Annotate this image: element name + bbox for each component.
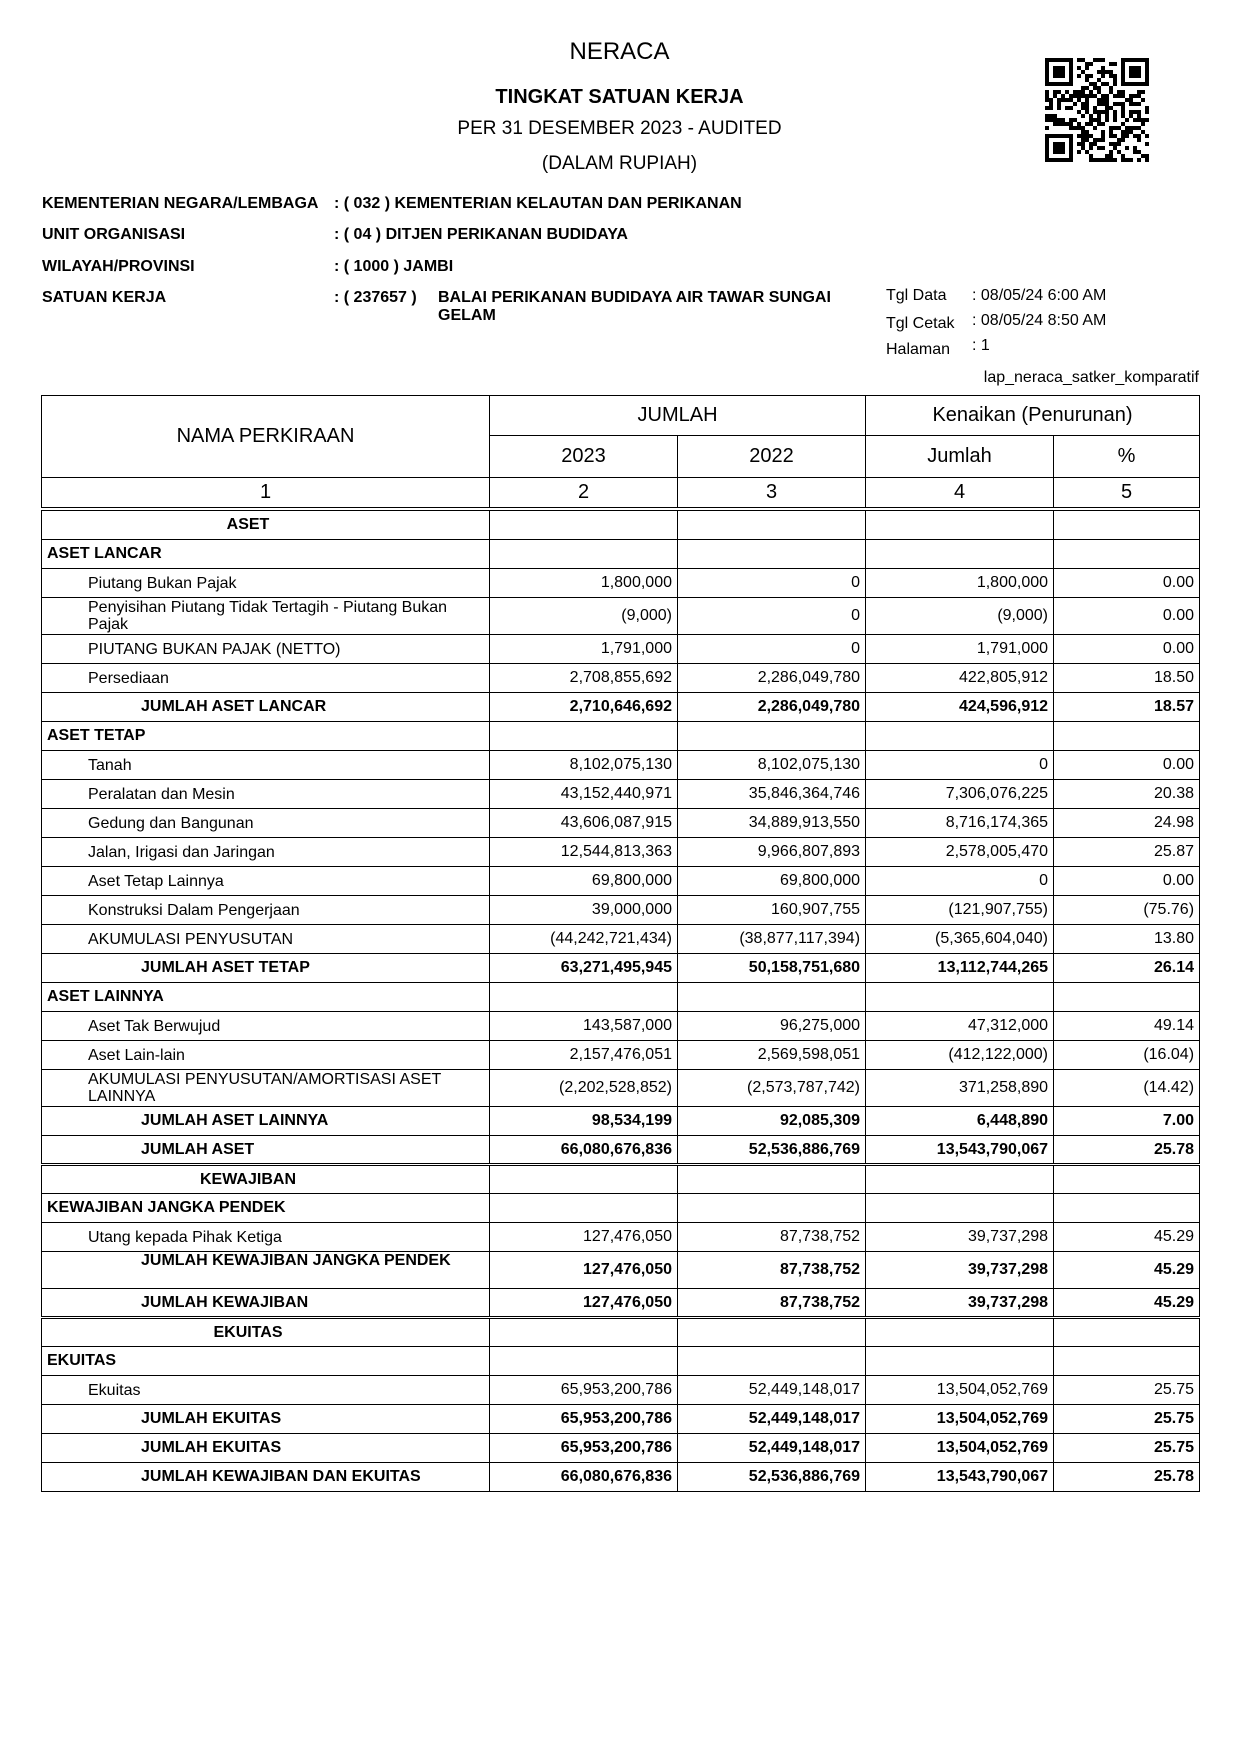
col-header-2023: 2023 (490, 436, 678, 478)
satuan-kerja-label: SATUAN KERJA (42, 289, 167, 306)
account-name: Aset Tetap Lainnya (42, 867, 490, 896)
total-row (42, 1405, 1200, 1434)
value-v2023: 66,080,676,836 (490, 1136, 678, 1165)
account-name: JUMLAH ASET LANCAR (42, 693, 490, 722)
group-label: KEWAJIBAN JANGKA PENDEK (42, 1194, 490, 1223)
value-v2023: 2,708,855,692 (490, 664, 678, 693)
account-name: JUMLAH ASET LAINNYA (42, 1107, 490, 1136)
empty-cell (678, 722, 866, 751)
value-jumlah: 0 (866, 751, 1054, 780)
qr-code-icon (1045, 58, 1149, 162)
table-row (42, 809, 1200, 838)
empty-cell (866, 540, 1054, 569)
value-jumlah: (5,365,604,040) (866, 925, 1054, 954)
empty-cell (866, 511, 1054, 540)
value-pct: (75.76) (1054, 896, 1200, 925)
value-v2023: 69,800,000 (490, 867, 678, 896)
value-pct: 13.80 (1054, 925, 1200, 954)
value-v2022: 8,102,075,130 (678, 751, 866, 780)
empty-cell (1054, 1165, 1200, 1194)
account-name: PIUTANG BUKAN PAJAK (NETTO) (42, 635, 490, 664)
value-v2023: (2,202,528,852) (490, 1070, 678, 1107)
section-label: KEWAJIBAN (42, 1165, 490, 1194)
value-v2023: 2,710,646,692 (490, 693, 678, 722)
value-v2022: 2,569,598,051 (678, 1041, 866, 1070)
col-index: 3 (678, 478, 866, 508)
empty-cell (678, 1165, 866, 1194)
value-pct: 49.14 (1054, 1012, 1200, 1041)
value-jumlah: (9,000) (866, 598, 1054, 635)
wilayah-value: : ( 1000 ) JAMBI (334, 258, 454, 275)
empty-cell (490, 1194, 678, 1223)
value-v2022: 34,889,913,550 (678, 809, 866, 838)
report-period: PER 31 DESEMBER 2023 - AUDITED (457, 118, 782, 139)
balance-sheet-table (41, 395, 1200, 1492)
empty-cell (866, 1165, 1054, 1194)
group-label: ASET TETAP (42, 722, 490, 751)
empty-cell (866, 983, 1054, 1012)
value-pct: 0.00 (1054, 635, 1200, 664)
value-jumlah: 6,448,890 (866, 1107, 1054, 1136)
value-v2022: 0 (678, 569, 866, 598)
total-row (42, 954, 1200, 983)
kementerian-value: : ( 032 ) KEMENTERIAN KELAUTAN DAN PERIKANAN (334, 195, 742, 212)
group-header-row (42, 540, 1200, 569)
empty-cell (490, 983, 678, 1012)
value-v2022: 2,286,049,780 (678, 693, 866, 722)
value-v2022: 52,536,886,769 (678, 1463, 866, 1492)
account-name: JUMLAH ASET TETAP (42, 954, 490, 983)
table-row (42, 1041, 1200, 1070)
total-row (42, 1252, 1200, 1289)
value-v2023: 39,000,000 (490, 896, 678, 925)
value-pct: 18.57 (1054, 693, 1200, 722)
table-row (42, 780, 1200, 809)
account-name: Penyisihan Piutang Tidak Tertagih - Piutang Bukan Pajak (42, 598, 490, 635)
value-pct: 45.29 (1054, 1289, 1200, 1318)
value-v2023: 65,953,200,786 (490, 1434, 678, 1463)
value-v2023: 65,953,200,786 (490, 1376, 678, 1405)
empty-cell (866, 1318, 1054, 1347)
value-jumlah: 422,805,912 (866, 664, 1054, 693)
value-jumlah: 13,504,052,769 (866, 1376, 1054, 1405)
value-pct: 25.75 (1054, 1434, 1200, 1463)
value-v2023: 65,953,200,786 (490, 1405, 678, 1434)
value-pct: 25.87 (1054, 838, 1200, 867)
value-pct: 45.29 (1054, 1252, 1200, 1289)
empty-cell (678, 511, 866, 540)
col-index: 5 (1054, 478, 1200, 508)
empty-cell (490, 722, 678, 751)
value-jumlah: 47,312,000 (866, 1012, 1054, 1041)
value-jumlah: 424,596,912 (866, 693, 1054, 722)
table-row (42, 751, 1200, 780)
value-pct: 24.98 (1054, 809, 1200, 838)
value-jumlah: 0 (866, 867, 1054, 896)
group-header-row (42, 983, 1200, 1012)
account-name: JUMLAH KEWAJIBAN (42, 1289, 490, 1318)
col-index: 4 (866, 478, 1054, 508)
value-jumlah: 13,112,744,265 (866, 954, 1054, 983)
satuan-kerja-name-line2: GELAM (438, 307, 496, 324)
account-name: AKUMULASI PENYUSUTAN/AMORTISASI ASET LAINNYA (42, 1070, 490, 1107)
account-name: JUMLAH EKUITAS (42, 1405, 490, 1434)
empty-cell (866, 1194, 1054, 1223)
total-row (42, 1107, 1200, 1136)
value-v2022: 87,738,752 (678, 1289, 866, 1318)
empty-cell (1054, 983, 1200, 1012)
empty-cell (490, 1347, 678, 1376)
value-v2023: 12,544,813,363 (490, 838, 678, 867)
value-v2022: 50,158,751,680 (678, 954, 866, 983)
value-jumlah: 7,306,076,225 (866, 780, 1054, 809)
group-label: ASET LANCAR (42, 540, 490, 569)
value-pct: 25.75 (1054, 1376, 1200, 1405)
value-v2022: 52,449,148,017 (678, 1405, 866, 1434)
empty-cell (866, 1347, 1054, 1376)
report-unit: (DALAM RUPIAH) (541, 153, 698, 174)
value-v2022: 160,907,755 (678, 896, 866, 925)
value-jumlah: 8,716,174,365 (866, 809, 1054, 838)
value-v2023: 127,476,050 (490, 1289, 678, 1318)
account-name: Jalan, Irigasi dan Jaringan (42, 838, 490, 867)
empty-cell (1054, 722, 1200, 751)
table-row (42, 838, 1200, 867)
empty-cell (678, 540, 866, 569)
section-header-row (42, 1318, 1200, 1347)
tgl-data-label: Tgl Data (886, 287, 947, 304)
table-row (42, 1223, 1200, 1252)
value-v2022: 2,286,049,780 (678, 664, 866, 693)
value-v2022: 52,449,148,017 (678, 1376, 866, 1405)
value-pct: 0.00 (1054, 569, 1200, 598)
table-row (42, 598, 1200, 635)
kementerian-label: KEMENTERIAN NEGARA/LEMBAGA (42, 195, 319, 212)
account-name: JUMLAH KEWAJIBAN JANGKA PENDEK (42, 1252, 490, 1289)
value-v2022: 0 (678, 635, 866, 664)
tgl-cetak-label: Tgl Cetak (886, 315, 955, 332)
value-v2023: 127,476,050 (490, 1223, 678, 1252)
table-row (42, 664, 1200, 693)
value-v2022: 69,800,000 (678, 867, 866, 896)
value-v2023: 98,534,199 (490, 1107, 678, 1136)
empty-cell (678, 983, 866, 1012)
col-index: 2 (490, 478, 678, 508)
account-name: Konstruksi Dalam Pengerjaan (42, 896, 490, 925)
value-v2022: (38,877,117,394) (678, 925, 866, 954)
total-row (42, 1289, 1200, 1318)
value-pct: 25.75 (1054, 1405, 1200, 1434)
group-label: ASET LAINNYA (42, 983, 490, 1012)
empty-cell (1054, 1347, 1200, 1376)
total-row (42, 1136, 1200, 1165)
value-pct: 25.78 (1054, 1136, 1200, 1165)
empty-cell (866, 722, 1054, 751)
value-v2023: 43,606,087,915 (490, 809, 678, 838)
value-jumlah: 39,737,298 (866, 1252, 1054, 1289)
value-jumlah: 1,791,000 (866, 635, 1054, 664)
value-jumlah: 371,258,890 (866, 1070, 1054, 1107)
value-v2023: 43,152,440,971 (490, 780, 678, 809)
value-v2023: 1,791,000 (490, 635, 678, 664)
empty-cell (678, 1194, 866, 1223)
total-row (42, 693, 1200, 722)
unit-organisasi-value: : ( 04 ) DITJEN PERIKANAN BUDIDAYA (334, 226, 628, 243)
account-name: Utang kepada Pihak Ketiga (42, 1223, 490, 1252)
table-row (42, 867, 1200, 896)
value-pct: 18.50 (1054, 664, 1200, 693)
value-v2022: 0 (678, 598, 866, 635)
value-pct: 7.00 (1054, 1107, 1200, 1136)
table-row (42, 1070, 1200, 1107)
col-index: 1 (42, 478, 490, 508)
col-header-jml: Jumlah (866, 436, 1054, 478)
value-v2023: 66,080,676,836 (490, 1463, 678, 1492)
section-label: EKUITAS (42, 1318, 490, 1347)
value-v2022: 35,846,364,746 (678, 780, 866, 809)
table-row (42, 1376, 1200, 1405)
table-row (42, 635, 1200, 664)
table-row (42, 569, 1200, 598)
empty-cell (1054, 511, 1200, 540)
value-v2022: 87,738,752 (678, 1223, 866, 1252)
empty-cell (1054, 1318, 1200, 1347)
account-name: JUMLAH ASET (42, 1136, 490, 1165)
value-v2022: 52,536,886,769 (678, 1136, 866, 1165)
value-jumlah: 39,737,298 (866, 1289, 1054, 1318)
halaman-value: : 1 (972, 337, 990, 354)
value-v2022: 92,085,309 (678, 1107, 866, 1136)
account-name: Peralatan dan Mesin (42, 780, 490, 809)
account-name: JUMLAH KEWAJIBAN DAN EKUITAS (42, 1463, 490, 1492)
empty-cell (1054, 1194, 1200, 1223)
value-v2023: 127,476,050 (490, 1252, 678, 1289)
empty-cell (678, 1347, 866, 1376)
tgl-cetak-value: : 08/05/24 8:50 AM (972, 312, 1107, 329)
tgl-data-value: : 08/05/24 6:00 AM (972, 287, 1107, 304)
empty-cell (490, 1165, 678, 1194)
value-pct: 0.00 (1054, 751, 1200, 780)
account-name: Aset Lain-lain (42, 1041, 490, 1070)
value-v2023: (44,242,721,434) (490, 925, 678, 954)
col-header-jumlah: JUMLAH (490, 396, 866, 436)
value-jumlah: (121,907,755) (866, 896, 1054, 925)
col-header-nama: NAMA PERKIRAAN (42, 396, 490, 478)
value-v2022: (2,573,787,742) (678, 1070, 866, 1107)
empty-cell (490, 511, 678, 540)
value-pct: 25.78 (1054, 1463, 1200, 1492)
account-name: Ekuitas (42, 1376, 490, 1405)
col-header-2022: 2022 (678, 436, 866, 478)
total-row (42, 1434, 1200, 1463)
account-name: AKUMULASI PENYUSUTAN (42, 925, 490, 954)
value-pct: 45.29 (1054, 1223, 1200, 1252)
section-header-row (42, 511, 1200, 540)
account-name: Aset Tak Berwujud (42, 1012, 490, 1041)
value-v2022: 52,449,148,017 (678, 1434, 866, 1463)
empty-cell (490, 540, 678, 569)
wilayah-label: WILAYAH/PROVINSI (42, 258, 195, 275)
col-header-pct: % (1054, 436, 1200, 478)
value-jumlah: 39,737,298 (866, 1223, 1054, 1252)
account-name: Gedung dan Bangunan (42, 809, 490, 838)
value-v2023: 63,271,495,945 (490, 954, 678, 983)
report-title: NERACA (569, 38, 670, 65)
account-name: Persediaan (42, 664, 490, 693)
value-pct: (14.42) (1054, 1070, 1200, 1107)
table-row (42, 896, 1200, 925)
empty-cell (490, 1318, 678, 1347)
total-row (42, 1463, 1200, 1492)
satuan-kerja-code: : ( 237657 ) (334, 289, 417, 306)
section-header-row (42, 1165, 1200, 1194)
value-jumlah: 1,800,000 (866, 569, 1054, 598)
group-label: EKUITAS (42, 1347, 490, 1376)
value-jumlah: 2,578,005,470 (866, 838, 1054, 867)
account-name: JUMLAH EKUITAS (42, 1434, 490, 1463)
value-v2022: 87,738,752 (678, 1252, 866, 1289)
value-v2023: 8,102,075,130 (490, 751, 678, 780)
value-pct: (16.04) (1054, 1041, 1200, 1070)
value-pct: 26.14 (1054, 954, 1200, 983)
value-pct: 0.00 (1054, 867, 1200, 896)
value-jumlah: 13,543,790,067 (866, 1136, 1054, 1165)
value-jumlah: 13,504,052,769 (866, 1434, 1054, 1463)
value-v2022: 9,966,807,893 (678, 838, 866, 867)
value-v2023: (9,000) (490, 598, 678, 635)
group-header-row (42, 1194, 1200, 1223)
table-row (42, 925, 1200, 954)
value-pct: 0.00 (1054, 598, 1200, 635)
report-code: lap_neraca_satker_komparatif (983, 369, 1199, 386)
value-v2023: 143,587,000 (490, 1012, 678, 1041)
value-jumlah: (412,122,000) (866, 1041, 1054, 1070)
group-header-row (42, 1347, 1200, 1376)
account-name: Piutang Bukan Pajak (42, 569, 490, 598)
table-row (42, 1012, 1200, 1041)
value-v2022: 96,275,000 (678, 1012, 866, 1041)
value-jumlah: 13,504,052,769 (866, 1405, 1054, 1434)
section-label: ASET (42, 511, 490, 540)
unit-organisasi-label: UNIT ORGANISASI (42, 226, 186, 243)
col-header-kenaikan: Kenaikan (Penurunan) (866, 396, 1200, 436)
halaman-label: Halaman (886, 341, 951, 358)
group-header-row (42, 722, 1200, 751)
value-pct: 20.38 (1054, 780, 1200, 809)
value-v2023: 1,800,000 (490, 569, 678, 598)
value-v2023: 2,157,476,051 (490, 1041, 678, 1070)
account-name: Tanah (42, 751, 490, 780)
report-subtitle: TINGKAT SATUAN KERJA (495, 86, 744, 108)
empty-cell (1054, 540, 1200, 569)
value-jumlah: 13,543,790,067 (866, 1463, 1054, 1492)
empty-cell (678, 1318, 866, 1347)
satuan-kerja-name-line1: BALAI PERIKANAN BUDIDAYA AIR TAWAR SUNGAI (438, 289, 831, 306)
